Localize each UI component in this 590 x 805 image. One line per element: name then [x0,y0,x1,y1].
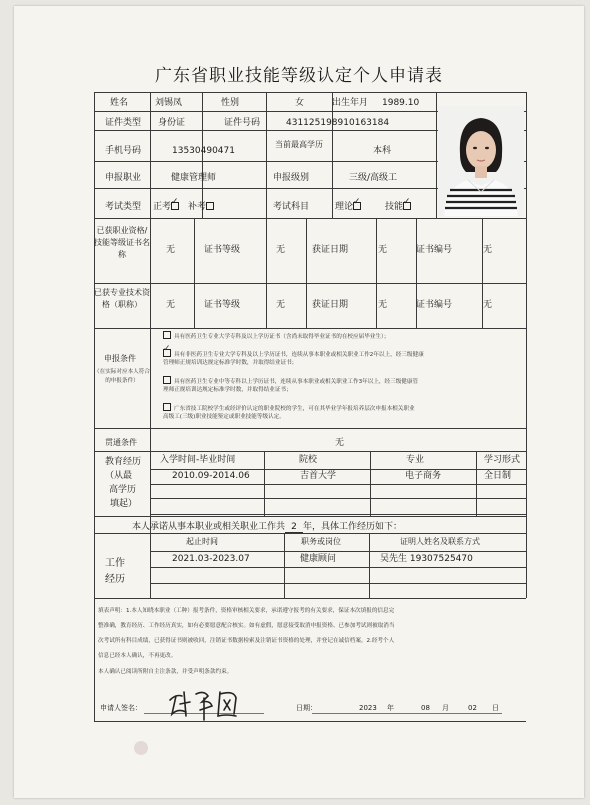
edu-header: 入学时间-毕业时间 [160,455,236,465]
through-label: 贯通条件 [105,438,137,447]
grid-line [150,498,526,499]
page-title: 广东省职业技能等级认定个人申请表 [155,66,443,86]
grid-line [266,111,267,130]
phone-value: 13530490471 [172,146,235,156]
title-level-label: 证书等级 [204,300,241,310]
work-label2: 经历 [105,574,125,585]
condition-text-cont: 管理师正规培训达规定标准学时数，并取得结业证书； [163,360,298,366]
edu-cell: 2010.09-2014.06 [172,471,250,481]
condition-text-cont: 理师正规培训达规定标准学时数，并取得结业证书； [163,387,292,393]
grid-line [94,218,526,219]
declaration-line-1: 填表声明：1.本人知晓本职业（工种）报考条件，资格审核相关要求，承诺遵守报考的有关要求，保证本次填报的信息完 [98,608,395,614]
grid-line [266,218,267,328]
grid-line [94,428,526,429]
sign-month-unit: 月 [442,704,449,712]
title-date-label: 获证日期 [312,300,349,310]
grid-line [94,111,436,112]
work-header: 职务或岗位 [301,537,341,546]
grid-line [94,328,526,329]
condition-text: 具有医药卫生专业中等专科以上学历证书，连续从事本职业或相关职业工作3年以上，经三级健康管 [174,379,419,385]
declaration-line-4: 信息已经本人确认，不再更改。 [98,653,177,659]
subject-label: 考试科目 [273,202,310,212]
condition-item[interactable] [163,331,389,341]
sign-day-unit: 日 [492,704,499,712]
grid-line [94,533,526,534]
exam-normal[interactable]: 正考✓ [153,202,182,212]
grid-line [266,92,267,111]
applicant-photo [438,106,524,216]
grid-line [150,567,526,568]
work-years: 2 [285,523,303,533]
exam-retake[interactable]: 补考 [188,202,217,212]
theory-checkbox[interactable] [353,202,361,210]
grid-line [332,92,333,218]
grid-line [94,598,526,599]
cert-level-value: 无 [276,245,286,255]
work-cell: 吴先生 19307525470 [380,554,473,564]
condition-text: 具有非医药卫生专业大学专科及以上学历证书，连续从事本职业或相关职业工作2年以上，经三级健康 [174,352,424,358]
edu-cell: 全日制 [484,471,512,481]
sign-day: 02 [468,704,477,712]
grid-line [370,451,371,516]
grid-line [264,451,265,516]
edu-section-label3: 高学历 [109,485,137,495]
title-date-value: 无 [378,300,388,310]
sign-month: 08 [421,704,430,712]
skill-checkbox[interactable] [403,202,411,210]
grid-line [94,92,526,93]
grid-line [376,218,377,328]
edu-cell: 吉首大学 [300,471,337,481]
condition-text-cont: 高级工(三级)职业技能鉴定或职业技能等级认定。 [163,414,285,420]
condition-checkbox[interactable] [163,331,171,339]
job-label: 申报职业 [105,173,142,183]
grid-line [436,92,437,218]
conditions-sub: （在实际对应本人符合的申报条件） [94,369,150,384]
grid-line [94,92,95,721]
grid-line [369,533,370,598]
handwritten-signature [164,686,254,726]
grid-line [306,218,307,328]
application-form-page [14,6,584,798]
subject-theory[interactable]: 理论✓ [335,202,364,212]
grid-line [150,514,526,515]
cert-name-value: 无 [166,245,176,255]
condition-item[interactable] [163,376,418,386]
id-type-value: 身份证 [158,118,186,128]
condition-text: 具有医药卫生专业大学专科及以上学历证书（含尚未取得毕业证书的在校应届毕业生）； [174,334,390,340]
grid-line [476,451,477,516]
name-label: 姓名 [110,98,129,108]
grid-line [94,161,436,162]
edu-value: 本科 [373,146,392,156]
subject-skill[interactable]: 技能✓ [385,202,414,212]
grid-line [482,218,483,328]
work-label1: 工作 [105,558,125,569]
title-level-value: 无 [276,300,286,310]
sign-year: 2023 [359,704,377,712]
date-underline [312,713,502,714]
edu-header: 学习形式 [484,455,521,465]
gender-label: 性别 [221,98,240,108]
grid-line [94,516,526,517]
normal-checkbox[interactable] [171,202,179,210]
declaration-line-3: 次考试所有科目成绩，已获得证书则被收回，注销证书数据检索及注销证书资格的处理，并登记在诚信档案。2.经考个人 [98,638,395,644]
cert-label: 已获职业资格/技能等级证书名称 [94,226,150,259]
condition-item[interactable] [163,403,415,413]
promise-line: 本人承诺从事本职业或相关职业工作共 2 年，具体工作经历如下： [132,522,403,532]
edu-header: 院校 [299,455,318,465]
name-value: 刘锡凤 [155,98,183,108]
phone-label: 手机号码 [105,146,142,156]
gender-value: 女 [295,98,305,108]
exam-type-label: 考试类型 [105,202,142,212]
work-header: 起止时间 [186,537,218,546]
edu-section-label1: 教育经历 [105,457,142,467]
birth-label: 出生年月 [332,98,369,108]
edu-cell: 电子商务 [405,471,442,481]
work-cell: 2021.03-2023.07 [172,554,250,564]
date-label: 日期： [296,704,317,712]
work-header: 证明人姓名及联系方式 [400,537,480,546]
condition-item[interactable] [163,349,424,359]
condition-checkbox[interactable] [163,403,171,411]
grid-line [150,583,526,584]
conditions-label: 申报条件 [104,354,136,363]
grid-line [94,283,526,284]
sign-label: 申请人签名： [100,704,142,712]
cert-no-label: 证书编号 [416,245,453,255]
condition-checkbox[interactable] [163,376,171,384]
edu-section-label4: 填起） [110,499,138,509]
declaration-line-5: 本人确认已阅读所附自主注条款，并受声明条款约束。 [98,669,233,675]
grid-line [94,451,526,452]
cert-no-value: 无 [483,245,493,255]
id-type-label: 证件类型 [105,118,142,128]
title-label: 已获专业技术资格（职称） [94,288,150,309]
grid-line [150,551,526,552]
title-name-value: 无 [166,300,176,310]
title-no-value: 无 [483,300,493,310]
birth-value: 1989.10 [382,98,420,108]
grid-line [526,92,527,598]
through-value: 无 [335,438,345,448]
id-no-label: 证件号码 [224,118,261,128]
condition-checkbox[interactable] [163,349,171,357]
level-label: 申报级别 [273,173,310,183]
job-value: 健康管理师 [171,173,217,183]
grid-line [194,218,195,328]
grid-line [94,188,436,189]
edu-section-label2: （从最 [105,471,133,481]
condition-text: 广东省技工院校学生或经评价认定的职业院校的学生，可在其毕业学年报培养层次申报本相关职业 [174,406,415,412]
edu-header: 专业 [406,455,425,465]
level-value: 三级/高级工 [349,173,398,183]
retake-checkbox[interactable] [206,202,214,210]
red-ink-smudge [134,741,148,755]
sign-year-unit: 年 [387,704,394,712]
edu-label: 当前最高学历 [275,140,323,149]
grid-line [284,533,285,598]
work-cell: 健康顾问 [300,554,337,564]
cert-date-label: 获证日期 [312,245,349,255]
grid-line [150,484,526,485]
id-no-value: 431125198910163184 [286,118,390,128]
grid-line [150,469,526,470]
grid-line [94,721,526,722]
cert-level-label: 证书等级 [204,245,241,255]
grid-line [94,130,436,131]
declaration-line-2: 整准确，教育经历、工作经历真实，如有必要愿意配合核实。如有虚假，愿意接受取消申报资格、已参加考试则被取消当 [98,623,395,629]
grid-line [416,218,417,328]
cert-date-value: 无 [378,245,388,255]
title-no-label: 证书编号 [416,300,453,310]
